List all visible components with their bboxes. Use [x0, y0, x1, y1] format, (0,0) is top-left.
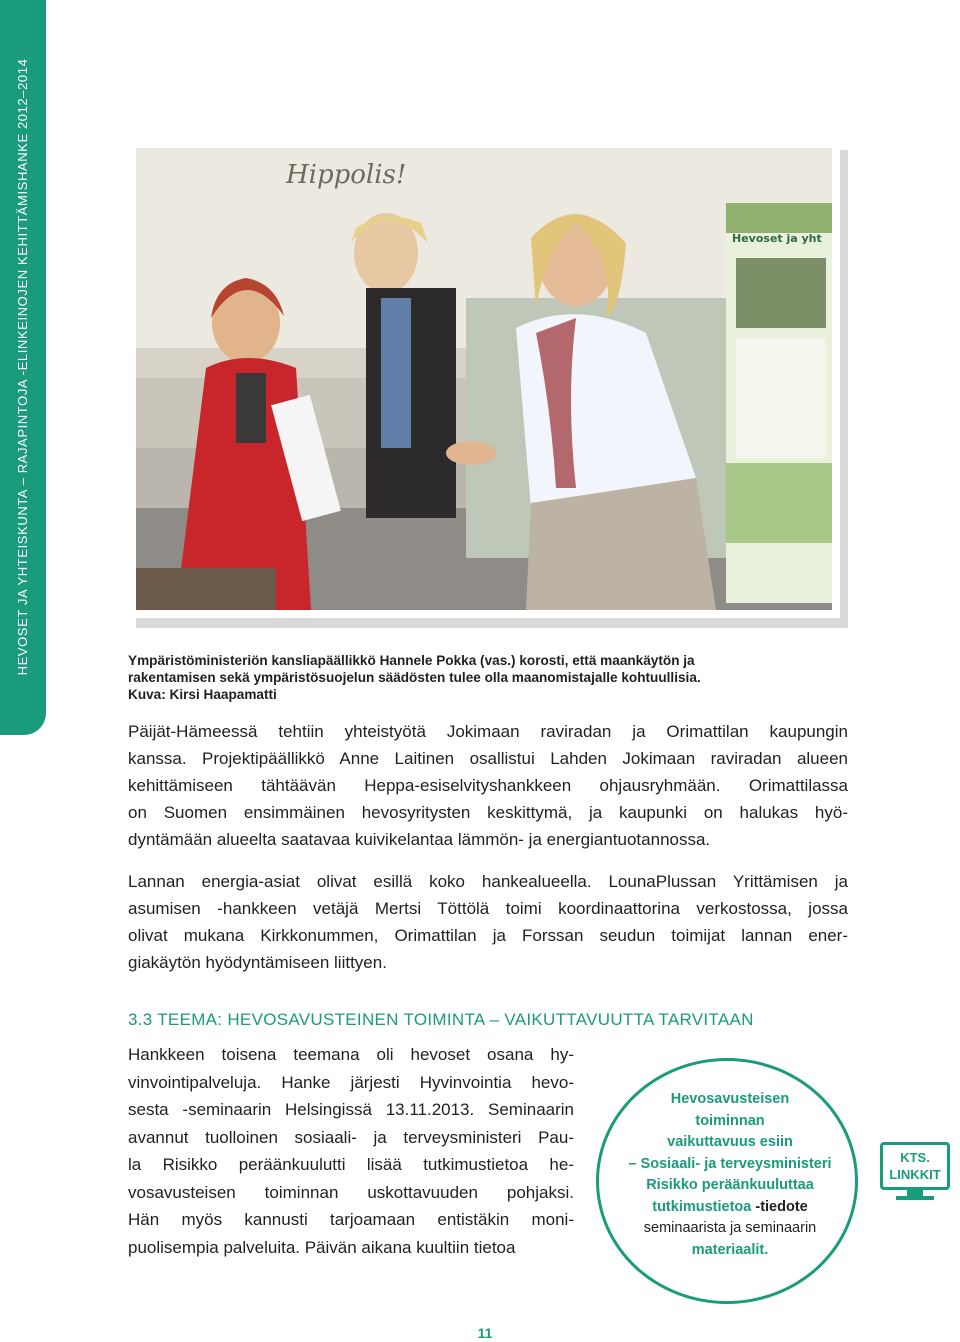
callout-line: seminaarista ja seminaarin [643, 1220, 817, 1236]
callout-line: vaikuttavuus esiin [667, 1134, 793, 1150]
paragraph-1 [128, 718, 848, 853]
paragraph-line: Päijät-Hämeessä tehtiin yhteistyötä Jokimaan raviradan ja Orimattilan kaupungin [128, 722, 848, 741]
paragraph-line: Lannan energia-asiat olivat esillä koko hankealueella. LounaPlussan Yrittämisen ja [128, 872, 848, 891]
page-number: 11 [477, 1325, 493, 1341]
side-band [0, 0, 46, 735]
paragraph-line: Hän myös kannusti tarjoamaan entistäkin moni- [128, 1210, 574, 1229]
callout-line: Hevosavusteisen [670, 1091, 790, 1107]
photo-credit: Kuva: Kirsi Haapamatti [128, 687, 277, 702]
paragraph-line: puolisempia palveluita. Päivän aikana kuultiin tietoa [128, 1237, 516, 1257]
callout-line: toiminnan [695, 1112, 765, 1129]
photo-frame [128, 140, 850, 628]
paragraph-line: kehittämiseen tähtäävän Heppa-esiselvityshankkeen ohjausryhmään. Orimattilassa [128, 776, 848, 795]
callout-suffix: -tiedote [751, 1198, 808, 1215]
paragraph-2 [128, 868, 848, 976]
callout-line: Risikko peräänkuuluttaa [646, 1177, 814, 1193]
paragraph-line: dyntämään alueelta saatavaa kuivikelantaa lämmön- ja energiantuotannossa. [128, 830, 711, 849]
callout-link[interactable] [600, 1089, 860, 1261]
monitor-base [896, 1196, 934, 1200]
paragraph-line: sesta -seminaarin Helsingissä 13.11.2013. Seminaarin [128, 1100, 574, 1119]
paragraph-line: avannut tuolloinen sosiaali- ja terveysministeri Pau- [128, 1127, 574, 1147]
banner-left-text: Hippolis! [286, 160, 407, 190]
callout-line: materiaalit. [691, 1241, 769, 1258]
running-title: HEVOSET JA YHTEISKUNTA – RAJAPINTOJA -ELINKEINOJEN KEHITTÄMISHANKE 2012–2014 [15, 58, 30, 676]
paragraph-line: olivat mukana Kirkkonummen, Orimattilan ja Forssan seudun toimijat lannan ener- [128, 926, 848, 945]
badge-line-1: KTS. [900, 1150, 930, 1165]
caption-line-2: rakentamisen sekä ympäristösuojelun säädösten tulee olla maanomistajalle kohtuullisia. [128, 670, 701, 685]
paragraph-line: asumisen -hankkeen vetäjä Mertsi Töttölä toimi koordinaattorina verkostossa, jossa [128, 899, 848, 918]
callout-line: – Sosiaali- ja terveysministeri [628, 1155, 832, 1172]
paragraph-line: kanssa. Projektipäällikkö Anne Laitinen osallistui Lahden Jokimaan raviradan alueen [128, 749, 848, 768]
paragraph-line: on Suomen ensimmäinen hevosyritysten keskittymä, ja kaupunki on halukas hyö- [128, 803, 848, 822]
paragraph-line: Hankkeen toisena teemana oli hevoset osana hy- [128, 1045, 574, 1064]
event-photo [136, 148, 832, 610]
photo [128, 140, 840, 618]
callout-link-text: tutkimustietoa [652, 1198, 752, 1215]
paragraph-line: vosavusteisen toiminnan uskottavuuden pohjaksi. [128, 1182, 574, 1202]
badge-line-2: LINKKIT [889, 1167, 941, 1182]
links-monitor-badge[interactable] [876, 1140, 954, 1202]
paragraph-3 [128, 1041, 574, 1261]
paragraph-line: giakäytön hyödyntämiseen liittyen. [128, 953, 387, 972]
caption-line-1: Ympäristöministeriön kansliapäällikkö Hannele Pokka (vas.) korosti, että maankäytön ja [128, 653, 695, 668]
photo-caption [128, 652, 828, 703]
poster-title: Hevoset ja yht [732, 232, 822, 245]
callout-line-mixed [600, 1197, 860, 1219]
paragraph-line: la Risikko peräänkuulutti lisää tutkimustietoa he- [128, 1155, 574, 1174]
paragraph-line: vinvointipalveluja. Hanke järjesti Hyvinvointia hevo- [128, 1072, 574, 1092]
section-heading: 3.3 TEEMA: HEVOSAVUSTEINEN TOIMINTA – VAIKUTTAVUUTTA TARVITAAN [128, 1010, 754, 1029]
